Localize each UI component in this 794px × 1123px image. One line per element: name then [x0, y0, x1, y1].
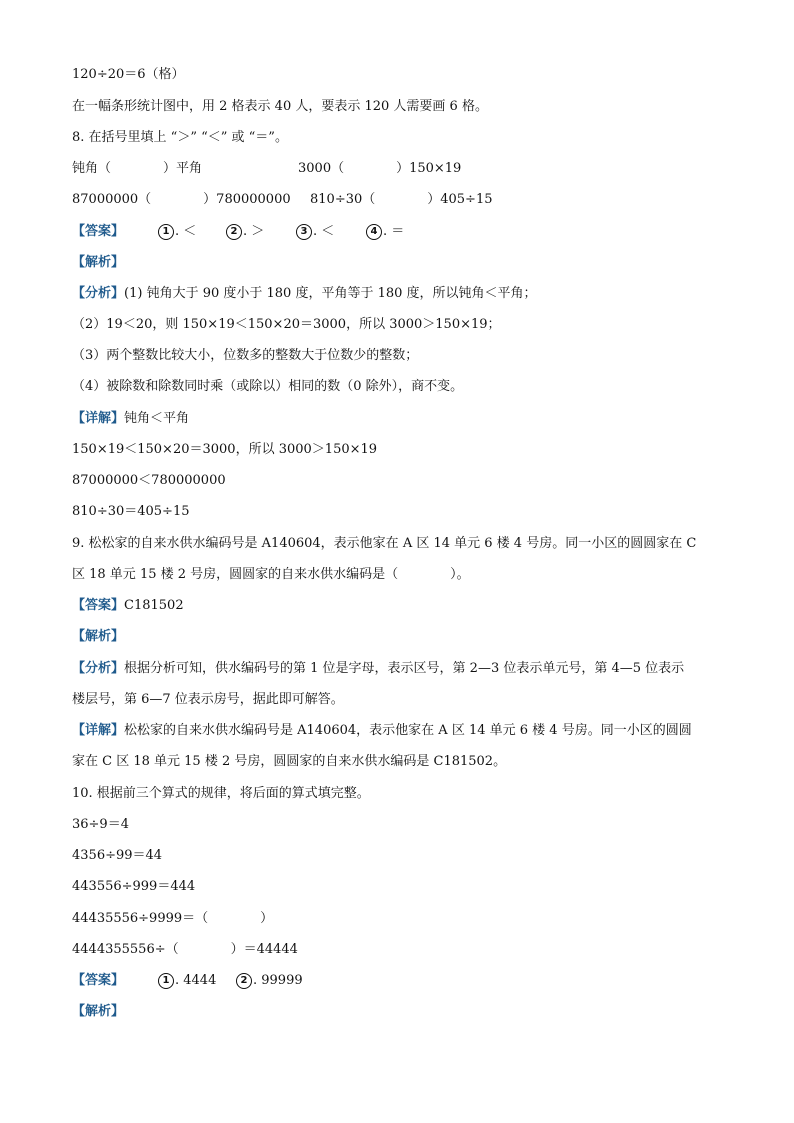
q8-row1-left: 钝角（ ）平角 [72, 161, 203, 176]
q8-answer-1: 1 . ＜ [158, 223, 196, 241]
question-9-line-2: 区 18 单元 15 楼 2 号房，圆圆家的自来水供水编码是（ ）。 [72, 567, 470, 582]
circled-number: 1 [158, 973, 174, 989]
conclusion-line: 在一幅条形统计图中，用 2 格表示 40 人，要表示 120 人需要画 6 格。 [72, 99, 488, 114]
answer-tag: 【答案】 [72, 224, 125, 239]
calc-line: 120÷20＝6（格） [72, 67, 185, 82]
circled-number: 1 [158, 224, 174, 240]
question-8: 8. 在括号里填上 “＞” “＜” 或 “＝”。 [72, 130, 288, 145]
q10-equation-5: 4444355556÷（ ）＝44444 [72, 942, 298, 957]
circled-number: 2 [226, 224, 242, 240]
q10-equation-3: 443556÷999＝444 [72, 879, 196, 894]
q8-fenxi-3: （3）两个整数比较大小，位数多的整数大于位数少的整数； [72, 348, 419, 363]
question-9-line-1: 9. 松松家的自来水供水编码号是 A140604，表示他家在 A 区 14 单元 6 楼 4 号房。同一小区的圆圆家在 C [72, 536, 697, 551]
q9-detail-1: 【详解】松松家的自来水供水编码号是 A140604，表示他家在 A 区 14 单元 6 楼 4 号房。同一小区的圆圆 [72, 723, 692, 738]
circled-number: 3 [296, 224, 312, 240]
q8-fenxi-2: （2）19＜20，则 150×19＜150×20＝3000，所以 3000＞150×19； [72, 317, 501, 332]
q8-answer-2: 2 . ＞ [226, 223, 264, 241]
analysis-tag: 【解析】 [72, 629, 125, 644]
q8-answer-4: 4 . ＝ [366, 223, 404, 241]
q8-answer-3: 3 . ＜ [296, 223, 334, 241]
q8-row1-right: 3000（ ）150×19 [298, 161, 462, 176]
q10-equation-2: 4356÷99＝44 [72, 848, 163, 863]
q9-answer: 【答案】C181502 [72, 598, 184, 613]
q8-fenxi-4: （4）被除数和除数同时乘（或除以）相同的数（0 除外），商不变。 [72, 379, 464, 394]
q9-detail-2: 家在 C 区 18 单元 15 楼 2 号房，圆圆家的自来水供水编码是 C181502。 [72, 754, 507, 769]
q8-row2-right: 810÷30（ ）405÷15 [310, 192, 493, 207]
circled-number: 4 [366, 224, 382, 240]
circled-number: 2 [236, 973, 252, 989]
q10-answer-2: 2 . 99999 [236, 972, 303, 990]
q8-detail-4: 810÷30＝405÷15 [72, 504, 190, 519]
q10-answer-1: 1 . 4444 [158, 972, 216, 990]
question-10: 10. 根据前三个算式的规律，将后面的算式填完整。 [72, 786, 370, 801]
q8-row2-left: 87000000（ ）780000000 [72, 192, 291, 207]
q9-fenxi-2: 楼层号，第 6—7 位表示房号，据此即可解答。 [72, 692, 344, 707]
analysis-tag: 【解析】 [72, 255, 125, 270]
q10-equation-4: 44435556÷9999＝（ ） [72, 911, 274, 926]
q9-fenxi-1: 【分析】根据分析可知，供水编码号的第 1 位是字母，表示区号，第 2—3 位表示单元号，第 4—5 位表示 [72, 661, 685, 676]
analysis-tag: 【解析】 [72, 1004, 125, 1019]
q8-detail-2: 150×19＜150×20＝3000，所以 3000＞150×19 [72, 442, 378, 457]
q8-fenxi-1: 【分析】(1) 钝角大于 90 度小于 180 度，平角等于 180 度，所以钝角＜平角； [72, 286, 537, 301]
q8-detail-1: 【详解】钝角＜平角 [72, 411, 190, 426]
q8-detail-3: 87000000＜780000000 [72, 473, 226, 488]
answer-tag: 【答案】 [72, 973, 125, 988]
q10-equation-1: 36÷9＝4 [72, 817, 129, 832]
